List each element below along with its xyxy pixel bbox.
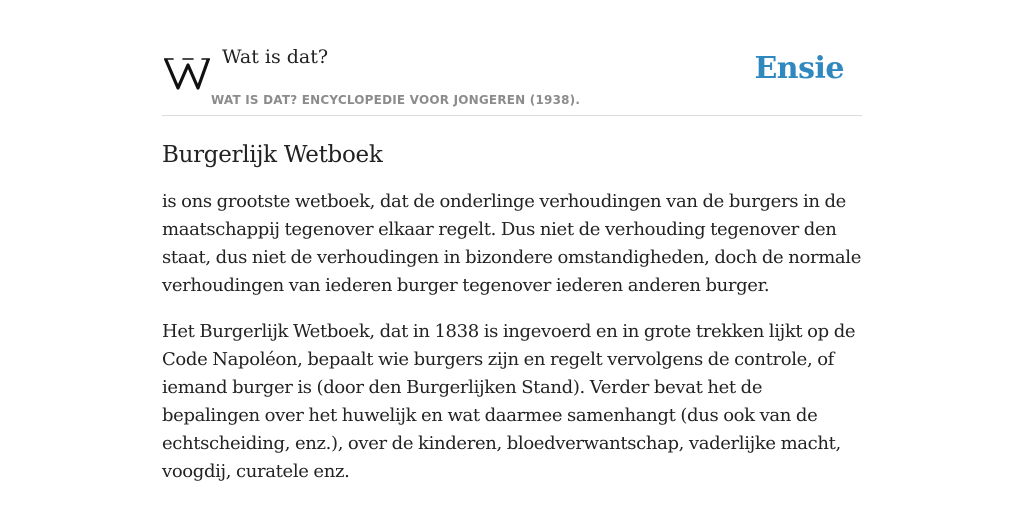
brand-logo-link[interactable]: Ensie bbox=[754, 51, 844, 86]
wikipedia-w-icon bbox=[164, 49, 210, 93]
article-paragraph: Het Burgerlijk Wetboek, dat in 1838 is ingevoerd en in grote trekken lijkt op de Code Napoléon, bepaalt wie burgers zijn en regelt vervolgens de controle, of iemand burger is (door den Burgerlijken Stand). Verder bevat het de bepalingen over het huwelijk en wat daarmee samenhangt (dus ook van de echtscheiding, enz.), over de kinderen, bloedverwantschap, vaderlijke macht, voogdij, curatele enz. bbox=[162, 321, 856, 482]
article bbox=[162, 139, 862, 504]
source-subtitle: WAT IS DAT? ENCYCLOPEDIE VOOR JONGEREN (1938). bbox=[211, 93, 581, 107]
article-paragraph: is ons grootste wetboek, dat de onderlinge verhoudingen van de burgers in de maatschappij tegenover elkaar regelt. Dus niet de verhouding tegenover den staat, dus niet de verhoudingen in bizondere omstandigheden, doch de normale verhoudingen van iederen burger tegenover iederen anderen burger. bbox=[162, 191, 862, 296]
article-title: Burgerlijk Wetboek bbox=[162, 142, 383, 168]
source-header bbox=[162, 0, 862, 116]
source-title-link[interactable]: Wat is dat? bbox=[222, 46, 329, 68]
